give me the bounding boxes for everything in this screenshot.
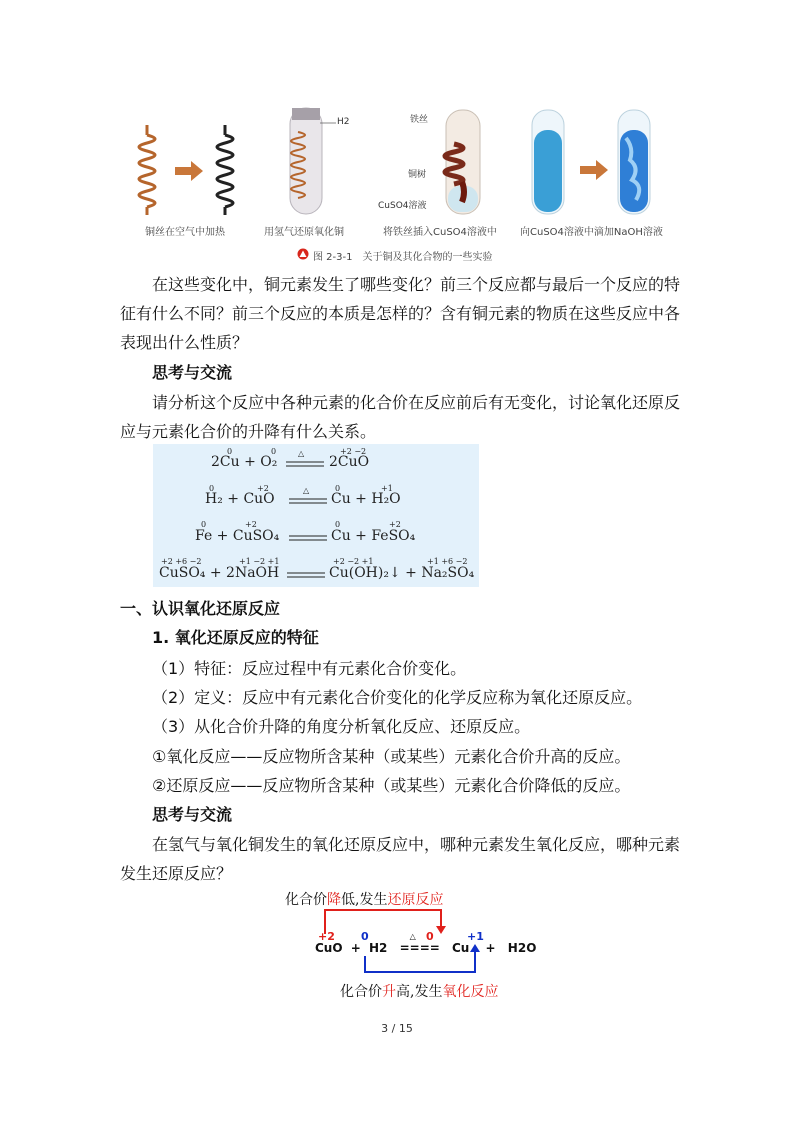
cuso4-naoh-illustration bbox=[526, 108, 676, 220]
equals-sign bbox=[287, 571, 327, 579]
oxidation-label-part: 化合价 bbox=[340, 984, 382, 1000]
think-text-2: 在氢气与氧化铜发生的氧化还原反应中，哪种元素发生氧化反应，哪种元素发生还原反应？ bbox=[120, 835, 681, 883]
equals-sign bbox=[289, 534, 329, 542]
equals-sign bbox=[286, 460, 326, 468]
plus-sign: + bbox=[485, 941, 496, 955]
ox-state: +2 bbox=[389, 520, 401, 529]
ox-state: +2 bbox=[257, 484, 269, 493]
ox-state: +1 bbox=[381, 484, 393, 493]
oxidation-label bbox=[340, 981, 498, 1001]
equation-2-left: H₂ + CuO bbox=[205, 491, 275, 507]
ox-state-h-left: 0 bbox=[361, 930, 369, 943]
reduction-label-part: 低,发生 bbox=[341, 892, 388, 908]
list-item: ②还原反应——反应物所含某种（或某些）元素化合价降低的反应。 bbox=[152, 776, 631, 795]
ox-state: +1 −2 +1 bbox=[239, 557, 280, 566]
section-subtitle: 1. 氧化还原反应的特征 bbox=[152, 628, 319, 647]
list-item: ①氧化反应——反应物所含某种（或某些）元素化合价升高的反应。 bbox=[152, 747, 631, 766]
formula-h2: H2 bbox=[369, 941, 388, 955]
intro-paragraph: 在这些变化中，铜元素发生了哪些变化？前三个反应都与最后一个反应的特征有什么不同？前三个反应的本质是怎样的？含有铜元素的物质在这些反应中各表现出什么性质？ bbox=[120, 275, 681, 352]
equation-3-right: Cu + FeSO₄ bbox=[331, 528, 416, 544]
equation-3-left: Fe + CuSO₄ bbox=[195, 528, 280, 544]
list-item: （1）特征：反应过程中有元素化合价变化。 bbox=[152, 659, 467, 678]
oxidation-label-red: 升 bbox=[382, 984, 396, 1000]
page-number: 3 / 15 bbox=[381, 1022, 413, 1035]
reduction-label-part: 化合价 bbox=[285, 892, 327, 908]
think-text-1: 请分析这个反应中各种元素的化合价在反应前后有无变化，讨论氧化还原反应与元素化合价的升降有什么关系。 bbox=[120, 393, 681, 441]
ox-state: +2 bbox=[245, 520, 257, 529]
redox-equation bbox=[315, 932, 537, 955]
ox-state-h-right: +1 bbox=[467, 930, 484, 943]
ox-state: 0 bbox=[335, 484, 341, 493]
equation-1-right: 2CuO bbox=[329, 454, 370, 470]
formula-cuo: CuO bbox=[315, 941, 343, 955]
panel-caption-2: 用氢气还原氧化铜 bbox=[264, 227, 344, 238]
section-title: 一、认识氧化还原反应 bbox=[120, 599, 281, 618]
ox-state: +2 −2 +1 bbox=[333, 557, 374, 566]
equation-4-left: CuSO₄ + 2NaOH bbox=[159, 565, 280, 581]
plus-sign: + bbox=[350, 941, 361, 955]
label-h2: H2 bbox=[337, 117, 350, 127]
label-cuso4-solution: CuSO4溶液 bbox=[378, 201, 427, 211]
label-iron-wire: 铁丝 bbox=[410, 115, 429, 125]
ox-state: +1 +6 −2 bbox=[427, 557, 468, 566]
panel-caption-1: 铜丝在空气中加热 bbox=[145, 227, 225, 238]
oxidation-label-part: 高,发生 bbox=[396, 984, 443, 1000]
figure-caption: 图 2-3-1 关于铜及其化合物的一些实验 bbox=[313, 252, 493, 263]
heat-symbol: △ bbox=[303, 486, 310, 495]
list-item: （3）从化合价升降的角度分析氧化反应、还原反应。 bbox=[152, 717, 531, 736]
ox-state: 0 bbox=[335, 520, 341, 529]
label-copper-tree: 铜树 bbox=[408, 170, 427, 180]
think-heading-2: 思考与交流 bbox=[152, 805, 233, 824]
ox-state: +2 +6 −2 bbox=[161, 557, 202, 566]
list-item: （2）定义：反应中有元素化合价变化的化学反应称为氧化还原反应。 bbox=[152, 688, 643, 707]
ox-state: +2 −2 bbox=[340, 447, 367, 456]
arrow-right-icon bbox=[175, 161, 203, 181]
formula-cu: Cu bbox=[452, 941, 470, 955]
panel-caption-4: 向CuSO4溶液中滴加NaOH溶液 bbox=[520, 227, 663, 238]
ox-state-cu-right: 0 bbox=[426, 930, 434, 943]
ox-state: 0 bbox=[201, 520, 207, 529]
formula-h2o: H2O bbox=[507, 941, 537, 955]
ox-state-cu-left: +2 bbox=[318, 930, 335, 943]
equals-text: ==== bbox=[399, 941, 440, 955]
arrow-right-icon bbox=[580, 160, 608, 180]
equals-sign bbox=[399, 932, 444, 955]
ox-state: 0 bbox=[227, 447, 233, 456]
oxidation-label-red: 氧化反应 bbox=[442, 984, 499, 1000]
arrow-down-icon bbox=[436, 926, 446, 934]
equals-sign bbox=[289, 497, 329, 505]
reduction-label-red: 降 bbox=[327, 892, 341, 908]
heat-symbol: △ bbox=[409, 932, 416, 941]
equation-box bbox=[153, 444, 479, 587]
equation-2-right: Cu + H₂O bbox=[331, 491, 401, 507]
ox-state: 0 bbox=[271, 447, 277, 456]
equation-4-right: Cu(OH)₂↓ + Na₂SO₄ bbox=[329, 565, 475, 581]
ox-state: 0 bbox=[209, 484, 215, 493]
think-heading-1: 思考与交流 bbox=[152, 363, 233, 382]
reduction-label-red: 还原反应 bbox=[387, 892, 444, 908]
triangle-marker-icon bbox=[297, 248, 309, 260]
heat-symbol: △ bbox=[298, 449, 305, 458]
copper-coil-illustration bbox=[125, 105, 265, 220]
panel-caption-3: 将铁丝插入CuSO4溶液中 bbox=[383, 227, 497, 238]
iron-in-cuso4-illustration bbox=[440, 108, 500, 220]
equation-1-left: 2Cu + O₂ bbox=[211, 454, 278, 470]
